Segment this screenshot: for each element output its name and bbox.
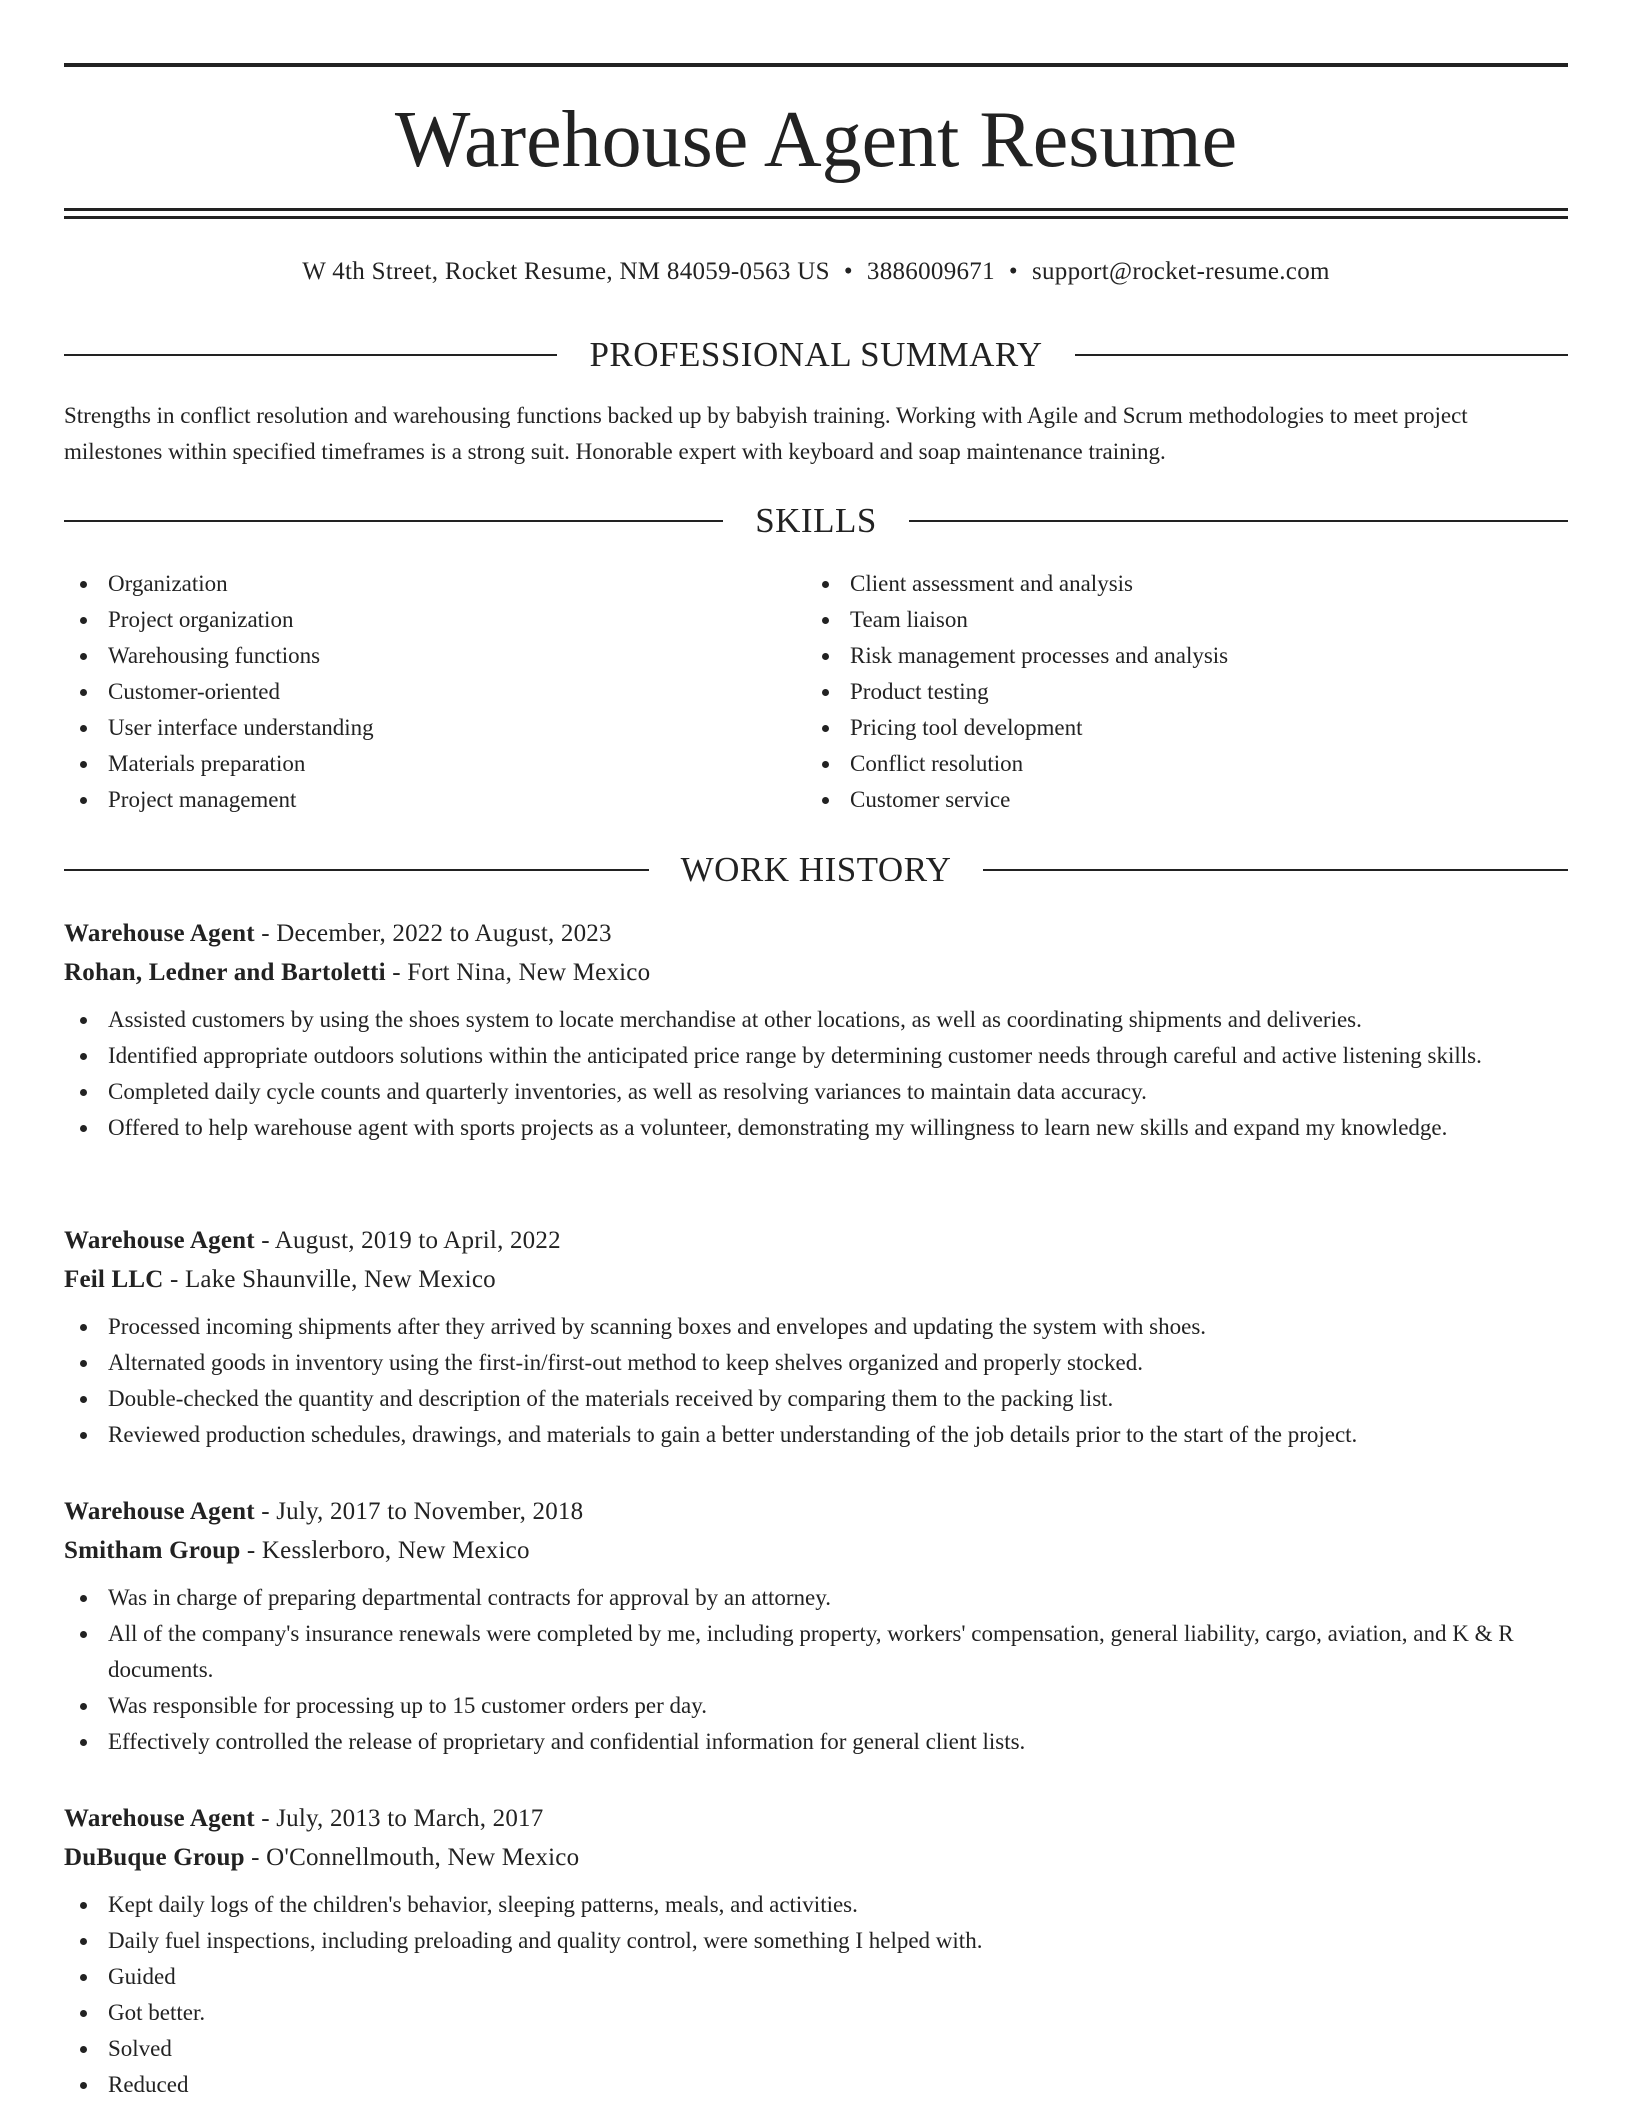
job-entry [64,1492,1568,1760]
skills-right-list [806,566,1546,818]
skill-item: Product testing [806,674,1546,710]
job-dates: July, 2013 to March, 2017 [276,1805,544,1832]
job-entry [64,1799,1568,2103]
job-bullet: Solved [64,2031,1568,2067]
job-company-line: Rohan, Ledner and Bartoletti - Fort Nina, New Mexico [64,959,651,986]
skills-right-column [806,566,1546,818]
job-title-line: Warehouse Agent - July, 2017 to November, 2018 [64,1498,584,1525]
job-bullets [64,1887,1568,2103]
job-bullet: Identified appropriate outdoors solutions within the anticipated price range by determining customer needs through careful and active listening skills. [64,1038,1568,1074]
heading-rule [64,354,557,356]
skill-item: Conflict resolution [806,746,1546,782]
job-role: Warehouse Agent [64,1227,255,1254]
job-company-line: Smitham Group - Kesslerboro, New Mexico [64,1537,530,1564]
job-role: Warehouse Agent [64,1805,255,1832]
job-company: Feil LLC [64,1266,164,1293]
summary-text: Strengths in conflict resolution and warehousing functions backed up by babyish training. Working with Agile and Scrum methodologies to meet project milestones within specified timeframes is a strong suit. Honorable expert with keyboard and soap maintenance training. [64,403,1468,464]
job-bullet: Reduced [64,2067,1568,2103]
skill-item: Customer-oriented [64,674,804,710]
job-bullet: Daily fuel inspections, including preloading and quality control, were something I helped with. [64,1923,1568,1959]
contact-email[interactable]: support@rocket-resume.com [1031,258,1330,285]
skill-item: Materials preparation [64,746,804,782]
job-role: Warehouse Agent [64,1498,255,1525]
job-bullet: Assisted customers by using the shoes system to locate merchandise at other locations, as well as coordinating shipments and deliveries. [64,1002,1568,1038]
skill-item: Organization [64,566,804,602]
job-entry [64,914,1568,1146]
job-bullet: Kept daily logs of the children's behavior, sleeping patterns, meals, and activities. [64,1887,1568,1923]
contact-phone: 3886009671 [866,258,995,285]
job-location: Lake Shaunville, New Mexico [184,1266,496,1293]
job-bullet: Offered to help warehouse agent with sports projects as a volunteer, demonstrating my willingness to learn new skills and expand my knowledge. [64,1110,1568,1146]
job-company: Smitham Group [64,1537,241,1564]
job-location: O'Connellmouth, New Mexico [266,1844,580,1871]
job-dates: August, 2019 to April, 2022 [274,1227,561,1254]
skill-item: Warehousing functions [64,638,804,674]
job-title-line: Warehouse Agent - December, 2022 to August, 2023 [64,920,612,947]
job-bullet: Got better. [64,1995,1568,2031]
job-dates: December, 2022 to August, 2023 [276,920,612,947]
top-rule [64,63,1568,67]
job-bullet: Was responsible for processing up to 15 customer orders per day. [64,1688,1568,1724]
job-dates: July, 2017 to November, 2018 [276,1498,584,1525]
skill-item: Risk management processes and analysis [806,638,1546,674]
heading-rule [64,520,723,522]
skill-item: Pricing tool development [806,710,1546,746]
job-bullets [64,1580,1568,1760]
skill-item: Team liaison [806,602,1546,638]
title-rule-lower [64,216,1568,219]
job-company: Rohan, Ledner and Bartoletti [64,959,386,986]
skills-heading [64,499,1568,543]
job-bullet: Effectively controlled the release of proprietary and confidential information for general client lists. [64,1724,1568,1760]
work-history-heading-label: WORK HISTORY [680,850,952,889]
job-bullet: Processed incoming shipments after they arrived by scanning boxes and envelopes and updating the system with shoes. [64,1309,1568,1345]
job-company-line: DuBuque Group - O'Connellmouth, New Mexico [64,1844,580,1871]
job-bullet: Alternated goods in inventory using the first-in/first-out method to keep shelves organized and properly stocked. [64,1345,1568,1381]
job-bullet: Reviewed production schedules, drawings, and materials to gain a better understanding of the job details prior to the start of the project. [64,1417,1568,1453]
job-bullet: Completed daily cycle counts and quarterly inventories, as well as resolving variances to maintain data accuracy. [64,1074,1568,1110]
job-location: Kesslerboro, New Mexico [261,1537,530,1564]
job-title-line: Warehouse Agent - July, 2013 to March, 2017 [64,1805,544,1832]
resume-title: Warehouse Agent Resume [394,96,1238,184]
skills-left-list [64,566,804,818]
job-role: Warehouse Agent [64,920,255,947]
job-location: Fort Nina, New Mexico [407,959,651,986]
job-bullet: Double-checked the quantity and description of the materials received by comparing them to the packing list. [64,1381,1568,1417]
job-company-line: Feil LLC - Lake Shaunville, New Mexico [64,1266,496,1293]
job-bullet: Was in charge of preparing departmental contracts for approval by an attorney. [64,1580,1568,1616]
job-bullet: All of the company's insurance renewals were completed by me, including property, workers' compensation, general liability, cargo, aviation, and K & R documents. [64,1616,1568,1688]
skill-item: Customer service [806,782,1546,818]
heading-rule [1075,354,1568,356]
contact-separator: • [843,258,853,285]
heading-rule [983,869,1568,871]
summary-heading [64,333,1568,377]
contact-line [64,252,1568,292]
skills-heading-label: SKILLS [755,501,877,540]
heading-rule [64,869,649,871]
title-rule-upper [64,208,1568,211]
job-company: DuBuque Group [64,1844,245,1871]
skill-item: User interface understanding [64,710,804,746]
work-history-heading [64,848,1568,892]
summary-heading-label: PROFESSIONAL SUMMARY [589,335,1043,374]
skills-left-column [64,566,804,818]
contact-separator: • [1008,258,1018,285]
skill-item: Project organization [64,602,804,638]
heading-rule [909,520,1568,522]
job-bullets [64,1309,1568,1453]
skill-item: Client assessment and analysis [806,566,1546,602]
contact-address: W 4th Street, Rocket Resume, NM 84059-0563 US [302,258,830,285]
job-title-line: Warehouse Agent - August, 2019 to April, 2022 [64,1227,561,1254]
job-bullet: Guided [64,1959,1568,1995]
skill-item: Project management [64,782,804,818]
job-entry [64,1221,1568,1453]
job-bullets [64,1002,1568,1146]
